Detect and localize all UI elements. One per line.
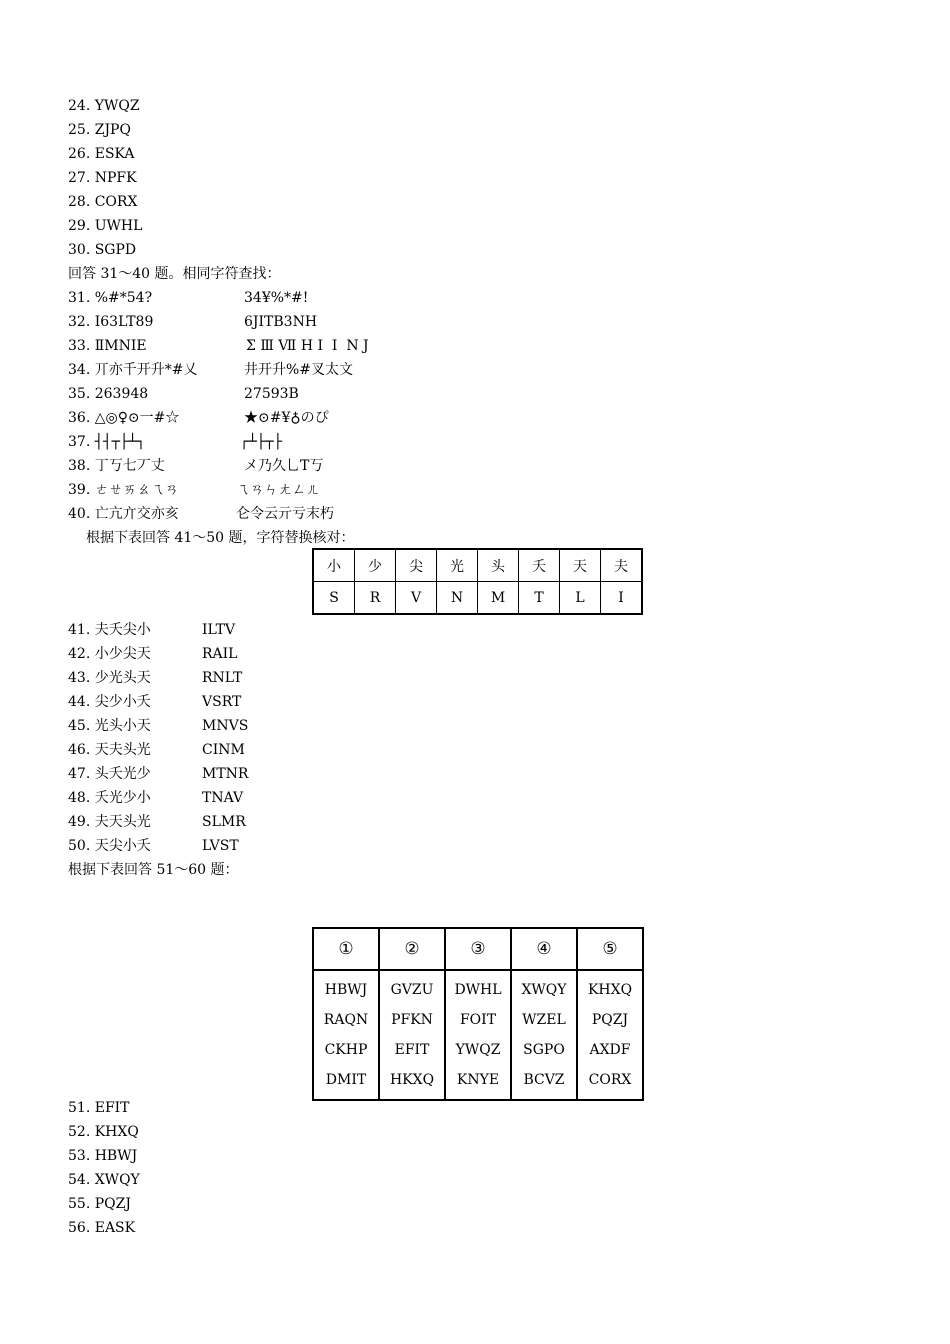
list-item: 51. EFIT bbox=[68, 1100, 130, 1116]
list-item: 53. HBWJ bbox=[68, 1148, 138, 1164]
table-cell: 少 bbox=[355, 549, 396, 582]
list-item: 52. KHXQ bbox=[68, 1124, 139, 1140]
table-cell: DWHL bbox=[445, 970, 511, 1005]
pair-row: 35. 263948 bbox=[68, 386, 149, 402]
substitution-table bbox=[312, 548, 643, 615]
list-item-code: ILTV bbox=[202, 622, 236, 638]
pair-row: 36. △◎♀⊙一#☆ bbox=[68, 410, 180, 426]
list-item: 43. 少光头天 bbox=[68, 670, 151, 686]
table-cell: T bbox=[519, 582, 560, 615]
pair-right: 27593B bbox=[244, 386, 299, 402]
list-item-code: MTNR bbox=[202, 766, 249, 782]
pair-row: 33. ⅡMNIE bbox=[68, 338, 147, 354]
table-cell: DMIT bbox=[325, 1072, 367, 1088]
table-header: ⑤ bbox=[577, 928, 643, 970]
pair-right: Σ Ⅲ Ⅶ H I I N J bbox=[246, 338, 369, 354]
lookup-table bbox=[312, 927, 644, 1101]
table-cell: FOIT bbox=[445, 1005, 511, 1035]
table-cell: V bbox=[396, 582, 437, 615]
pair-right: 井开升%#叉太文 bbox=[244, 362, 354, 378]
list-item: 27. NPFK bbox=[68, 170, 137, 186]
list-item: 24. YWQZ bbox=[68, 98, 140, 114]
pair-row: 39. ㄜㄝㄞㄠㄟㄢ bbox=[68, 482, 179, 498]
list-item: 44. 尖少小夭 bbox=[68, 694, 151, 710]
list-item-code: MNVS bbox=[202, 718, 249, 734]
table-cell: 尖 bbox=[396, 549, 437, 582]
list-item-code: VSRT bbox=[202, 694, 242, 710]
table-cell: N bbox=[437, 582, 478, 615]
pair-right: 仑令云亓亏末朽 bbox=[236, 506, 334, 522]
table-cell: GVZU bbox=[379, 970, 445, 1005]
pair-row: 32. I63LT89 bbox=[68, 314, 154, 330]
table-cell: EFIT bbox=[379, 1035, 445, 1065]
list-item: 55. PQZJ bbox=[68, 1196, 131, 1212]
table-cell: 小 bbox=[313, 549, 355, 582]
table-cell: 天 bbox=[560, 549, 601, 582]
table-header: ② bbox=[379, 928, 445, 970]
pair-right: ㄟㄢㄣㄤㄥㄦ bbox=[236, 482, 320, 498]
list-item: 45. 光头小天 bbox=[68, 718, 151, 734]
table-cell: M bbox=[478, 582, 519, 615]
pair-row: 40. 亡亢亣交亦亥 bbox=[68, 506, 179, 522]
list-item: 50. 天尖小夭 bbox=[68, 838, 151, 854]
pair-row: 38. 丁丂七丆丈 bbox=[68, 458, 165, 474]
pair-row: 31. %#*54? bbox=[68, 290, 153, 306]
table-cell: 夫 bbox=[601, 549, 643, 582]
table-cell: RAQN bbox=[323, 1012, 369, 1028]
table-cell: 头 bbox=[478, 549, 519, 582]
pair-row: 34. 丌亦千开升*#乂 bbox=[68, 362, 198, 378]
table-cell: 夭 bbox=[519, 549, 560, 582]
list-item: 30. SGPD bbox=[68, 242, 137, 258]
pair-right: ★⊙#¥♁のぴ bbox=[244, 410, 329, 426]
list-item: 49. 夫天头光 bbox=[68, 814, 151, 830]
table-cell: SGPO bbox=[511, 1035, 577, 1065]
table-cell: CKHP bbox=[324, 1042, 368, 1058]
table-cell: XWQY bbox=[511, 970, 577, 1005]
table-cell: PQZJ bbox=[577, 1005, 643, 1035]
table-cell: HKXQ bbox=[379, 1065, 445, 1100]
list-item-code: TNAV bbox=[202, 790, 244, 806]
pair-right: 6JITB3NH bbox=[244, 314, 318, 330]
section-heading: 回答 31～40 题。相同字符查找： bbox=[68, 266, 281, 282]
list-item: 47. 头夭光少 bbox=[68, 766, 151, 782]
list-item: 54. XWQY bbox=[68, 1172, 140, 1188]
list-item: 41. 夫夭尖小 bbox=[68, 622, 151, 638]
list-item: 46. 天夫头光 bbox=[68, 742, 151, 758]
pair-row: 37. ┤┤┬├┴┐ bbox=[68, 434, 146, 450]
list-item: 25. ZJPQ bbox=[68, 122, 131, 138]
table-cell: R bbox=[355, 582, 396, 615]
list-item-code: CINM bbox=[202, 742, 245, 758]
table-cell: KNYE bbox=[445, 1065, 511, 1100]
table-cell: YWQZ bbox=[445, 1035, 511, 1065]
table-header: ① bbox=[313, 928, 379, 970]
list-item-code: SLMR bbox=[202, 814, 246, 830]
list-item: 42. 小少尖天 bbox=[68, 646, 151, 662]
pair-right: 34¥%*#! bbox=[244, 290, 309, 306]
list-item-code: RNLT bbox=[202, 670, 243, 686]
pair-right: ┌┴├┬├ bbox=[240, 434, 283, 450]
list-item: 29. UWHL bbox=[68, 218, 143, 234]
list-item: 26. ESKA bbox=[68, 146, 135, 162]
list-item: 48. 夭光少小 bbox=[68, 790, 151, 806]
table-cell: S bbox=[313, 582, 355, 615]
table-cell: KHXQ bbox=[577, 970, 643, 1005]
table-cell: HBWJ bbox=[324, 982, 368, 998]
section-heading: 根据下表回答 51～60 题： bbox=[68, 862, 239, 878]
table-cell: BCVZ bbox=[511, 1065, 577, 1100]
table-cell: AXDF bbox=[577, 1035, 643, 1065]
table-cell: PFKN bbox=[379, 1005, 445, 1035]
table-cell: 光 bbox=[437, 549, 478, 582]
list-item-code: LVST bbox=[202, 838, 239, 854]
table-header: ③ bbox=[445, 928, 511, 970]
list-item: 28. CORX bbox=[68, 194, 138, 210]
list-item: 56. EASK bbox=[68, 1220, 136, 1236]
table-cell: I bbox=[601, 582, 643, 615]
pair-right: メ乃久乚T丂 bbox=[244, 458, 324, 474]
section-heading: 根据下表回答 41～50 题，字符替换核对： bbox=[86, 530, 355, 546]
table-cell: L bbox=[560, 582, 601, 615]
table-cell: CORX bbox=[577, 1065, 643, 1100]
list-item-code: RAIL bbox=[202, 646, 238, 662]
table-header: ④ bbox=[511, 928, 577, 970]
table-cell: WZEL bbox=[511, 1005, 577, 1035]
